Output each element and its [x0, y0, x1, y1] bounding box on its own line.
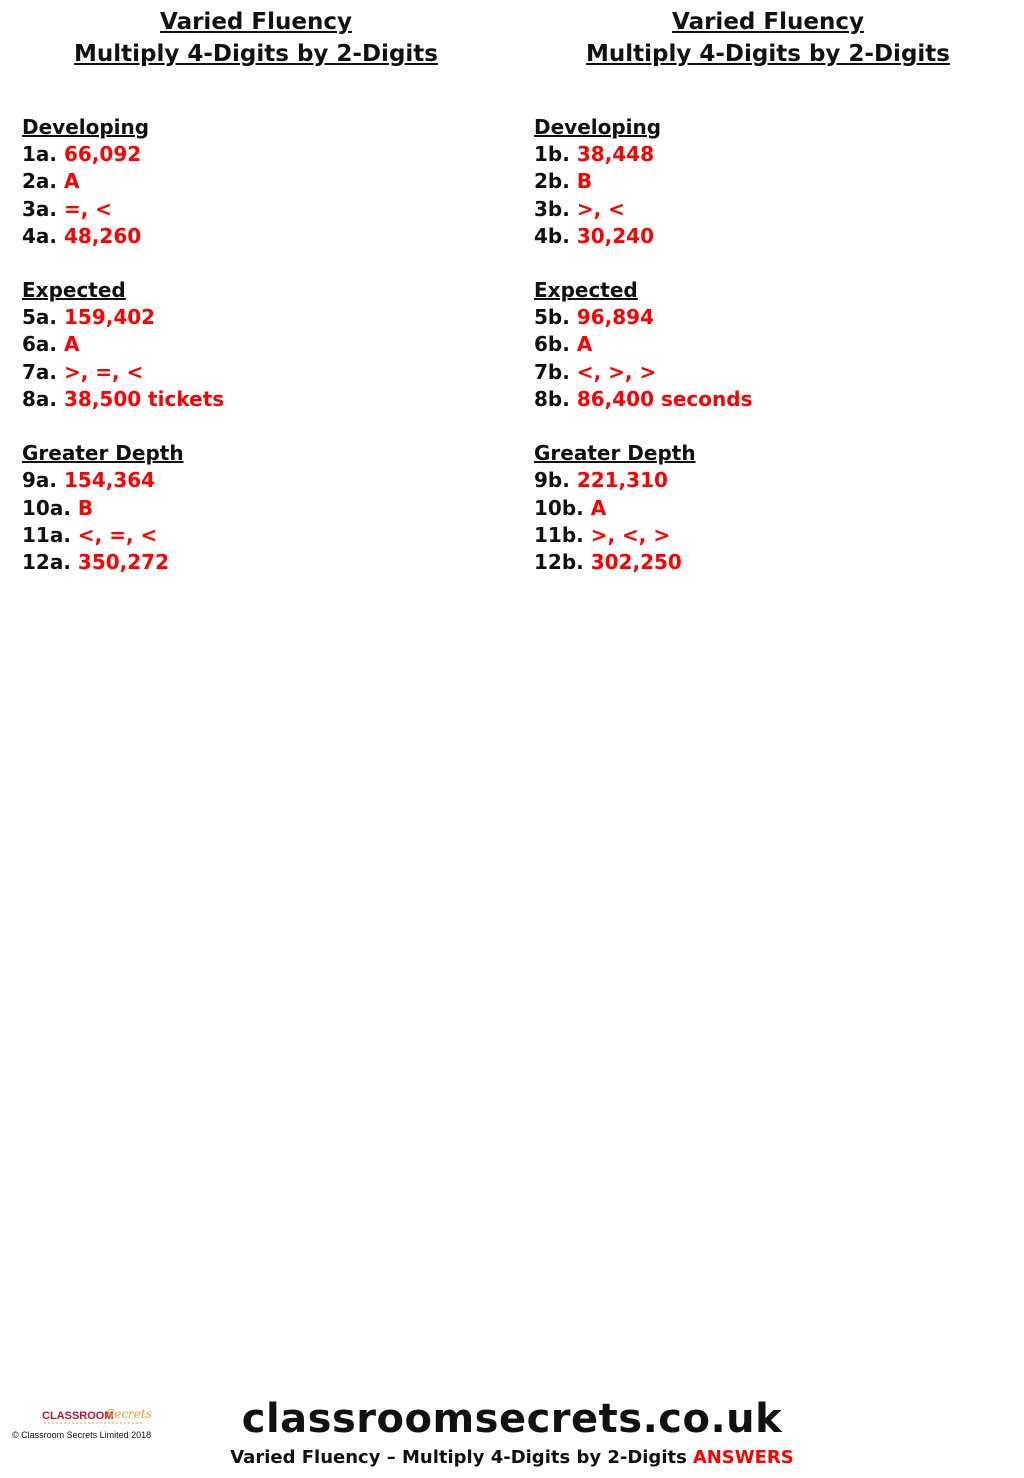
- question-answer: [22, 467, 492, 494]
- question-answer: [534, 331, 1004, 358]
- answer-value: 302,250: [590, 550, 682, 575]
- question-label: 5a.: [22, 305, 58, 330]
- section-developing: [22, 114, 492, 250]
- section-heading: Developing: [534, 115, 662, 139]
- question-answer: [534, 386, 1004, 413]
- question-label: 2b.: [534, 169, 570, 194]
- answer-value: 38,448: [576, 142, 654, 166]
- question-answer: [534, 141, 1004, 168]
- question-answer: [534, 196, 1004, 223]
- title-line-1: Varied Fluency: [160, 9, 352, 35]
- question-label: 5b.: [534, 305, 570, 330]
- title-line-1: Varied Fluency: [672, 9, 864, 35]
- title-line-2: Multiply 4-Digits by 2-Digits: [586, 41, 950, 67]
- page-title: [512, 6, 1024, 70]
- section-expected: [22, 277, 492, 413]
- section-heading: Expected: [22, 278, 126, 303]
- answer-value: A: [63, 169, 80, 194]
- question-answer: [22, 386, 492, 413]
- question-label: 10b.: [534, 495, 584, 520]
- question-answer: [534, 304, 1004, 331]
- answer-value: >, <: [576, 196, 625, 221]
- answer-value: 66,092: [63, 142, 142, 166]
- footer-subtitle: [0, 1446, 1024, 1470]
- answer-value: B: [576, 169, 593, 194]
- footer-subtitle-text: Varied Fluency – Multiply 4-Digits by 2-Digits: [230, 1447, 687, 1468]
- answer-value: 30,240: [576, 223, 654, 248]
- answer-value: A: [63, 332, 80, 357]
- question-answer: [22, 522, 492, 549]
- site-brand: classroomsecrets.co.uk: [241, 1396, 783, 1442]
- section-expected: [534, 277, 1004, 413]
- question-answer: [22, 304, 492, 331]
- section-heading: Expected: [534, 278, 638, 303]
- question-label: 12b.: [534, 550, 584, 575]
- section-developing: [534, 114, 1004, 250]
- question-answer: [534, 549, 1004, 576]
- question-label: 3b.: [534, 196, 570, 221]
- question-label: 11b.: [534, 522, 584, 547]
- answer-value: 96,894: [576, 305, 654, 330]
- section-greater-depth: [22, 440, 492, 576]
- question-answer: [534, 359, 1004, 386]
- logo-text-script: Secrets: [106, 1407, 152, 1421]
- answer-value: 159,402: [63, 305, 156, 330]
- answer-column-b: [512, 6, 1024, 575]
- question-answer: [534, 495, 1004, 522]
- page-title: [0, 6, 512, 70]
- answer-value: 154,364: [63, 468, 156, 493]
- section-heading: Greater Depth: [534, 441, 696, 466]
- question-label: 9b.: [534, 468, 570, 493]
- answers-label: ANSWERS: [692, 1447, 794, 1468]
- question-answer: [22, 495, 492, 522]
- question-answer: [22, 223, 492, 250]
- question-answer: [22, 196, 492, 223]
- answer-column-a: [0, 6, 512, 575]
- question-label: 11a.: [22, 522, 71, 547]
- question-label: 3a.: [22, 196, 58, 221]
- answer-value: A: [576, 332, 593, 357]
- question-answer: [22, 168, 492, 195]
- logo-text-main: CLASSROOM: [42, 1410, 114, 1422]
- question-answer: [22, 141, 492, 168]
- question-label: 4b.: [534, 223, 570, 248]
- question-answer: [534, 522, 1004, 549]
- answer-value: B: [77, 495, 94, 520]
- answer-value: 350,272: [77, 550, 169, 575]
- question-label: 7b.: [534, 359, 570, 384]
- answer-value: >, <, >: [590, 522, 671, 547]
- question-label: 6a.: [22, 332, 58, 357]
- answer-value: 221,310: [576, 468, 668, 493]
- question-label: 2a.: [22, 169, 58, 194]
- section-greater-depth: [534, 440, 1004, 576]
- answer-value: 38,500 tickets: [63, 387, 225, 412]
- copyright-notice: © Classroom Secrets Limited 2018: [12, 1430, 152, 1440]
- answer-value: <, =, <: [77, 522, 158, 547]
- question-answer: [22, 331, 492, 358]
- question-label: 12a.: [22, 550, 71, 575]
- question-answer: [534, 467, 1004, 494]
- question-answer: [534, 168, 1004, 195]
- question-label: 6b.: [534, 332, 570, 357]
- answer-value: A: [590, 495, 607, 520]
- answer-value: 48,260: [63, 223, 142, 248]
- question-label: 1a.: [22, 142, 58, 166]
- question-label: 10a.: [22, 495, 71, 520]
- answer-value: >, =, <: [63, 359, 144, 384]
- question-label: 4a.: [22, 223, 58, 248]
- question-label: 7a.: [22, 359, 58, 384]
- answer-value: =, <: [63, 196, 113, 221]
- question-label: 9a.: [22, 468, 58, 493]
- section-heading: Greater Depth: [22, 441, 184, 466]
- question-answer: [22, 549, 492, 576]
- answer-value: <, >, >: [576, 359, 657, 384]
- section-heading: Developing: [22, 115, 150, 139]
- question-label: 8b.: [534, 387, 570, 412]
- question-label: 8a.: [22, 387, 58, 412]
- question-answer: [22, 359, 492, 386]
- title-line-2: Multiply 4-Digits by 2-Digits: [74, 41, 438, 67]
- question-label: 1b.: [534, 142, 570, 166]
- answer-value: 86,400 seconds: [576, 387, 753, 412]
- question-answer: [534, 223, 1004, 250]
